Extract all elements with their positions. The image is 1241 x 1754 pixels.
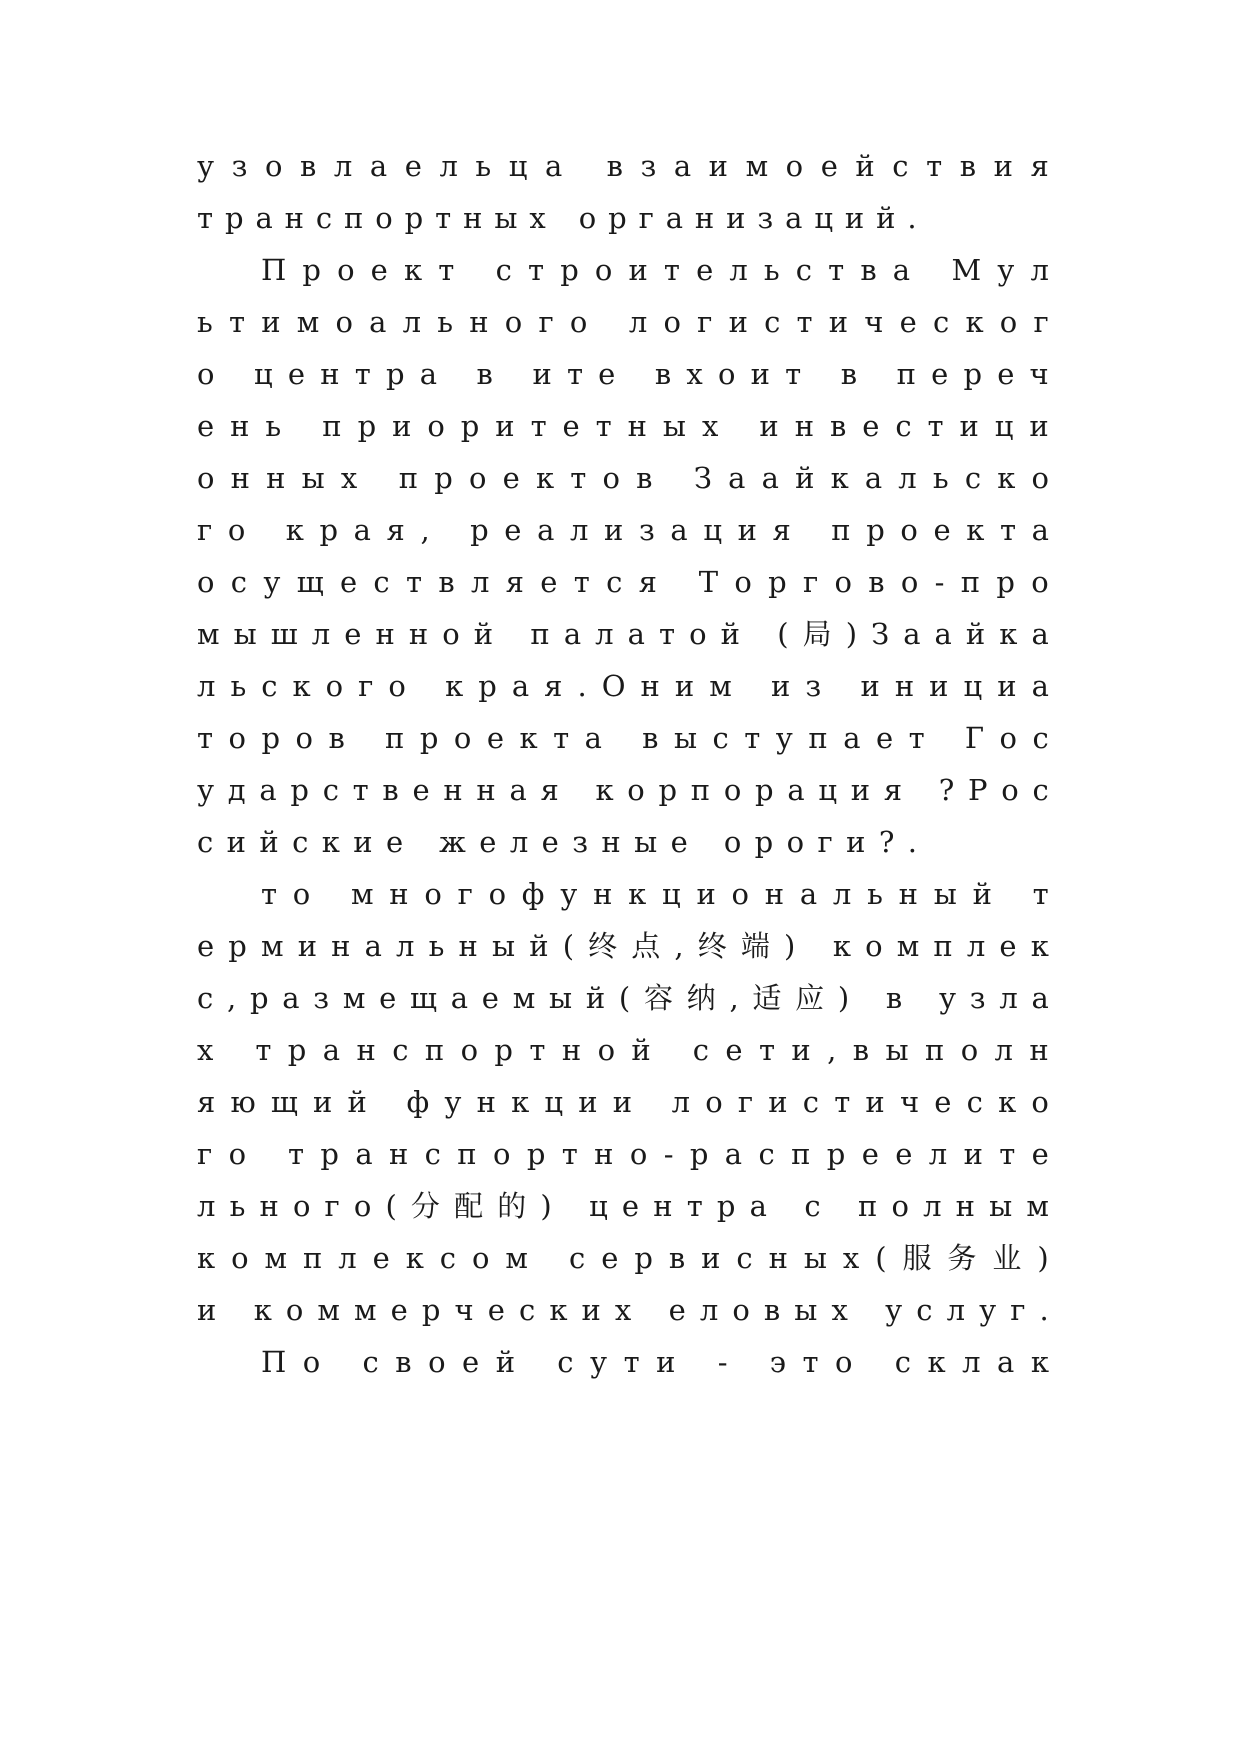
- text-line-16: е р м и н а л ь н ы й ( 终 点 , 终 端 ) к о м п л е к: [197, 929, 1049, 963]
- text-line-20: г о т р а н с п о р т н о - р а с п р е е л и т е: [197, 1137, 1049, 1171]
- text-line-2: т р а н с п о р т н ы х о р г а н и з а ц и й .: [197, 201, 917, 235]
- text-line-13: у д а р с т в е н н а я к о р п о р а ц и я ? Р о с: [197, 773, 1049, 807]
- text-line-5: о ц е н т р а в и т е в х о и т в п е р е ч: [197, 357, 1049, 391]
- text-line-12: т о р о в п р о е к т а в ы с т у п а е т Г о с: [197, 721, 1049, 755]
- text-line-4: ь т и м о а л ь н о г о л о г и с т и ч е с к о г: [197, 305, 1049, 339]
- text-line-11: л ь с к о г о к р а я . О н и м и з и н и ц и а: [197, 669, 1049, 703]
- text-line-9: о с у щ е с т в л я е т с я Т о р г о в о - п р о: [197, 565, 1049, 599]
- text-line-18: х т р а н с п о р т н о й с е т и , в ы п о л н: [197, 1033, 1049, 1067]
- text-line-7: о н н ы х п р о е к т о в З а а й к а л ь с к о: [197, 461, 1049, 495]
- text-line-8: г о к р а я , р е а л и з а ц и я п р о е к т а: [197, 513, 1049, 547]
- text-line-17: с , р а з м е щ а е м ы й ( 容 纳 , 适 应 ) в у з л а: [197, 981, 1049, 1015]
- text-line-10: м ы ш л е н н о й п а л а т о й ( 局 ) З а а й к а: [197, 617, 1049, 651]
- text-line-22: к о м п л е к с о м с е р в и с н ы х ( 服 务 业 ): [197, 1241, 1049, 1275]
- text-line-24: П о с в о е й с у т и - э т о с к л а к: [261, 1345, 1049, 1379]
- text-line-6: е н ь п р и о р и т е т н ы х и н в е с т и ц и: [197, 409, 1049, 443]
- text-line-15: т о м н о г о ф у н к ц и о н а л ь н ы й т: [261, 877, 1049, 911]
- text-line-1: у з о в л а е л ь ц а в з а и м о е й с т в и я: [197, 149, 1049, 183]
- text-line-23: и к о м м е р ч е с к и х е л о в ы х у с л у г .: [197, 1293, 1049, 1327]
- text-line-3: П р о е к т с т р о и т е л ь с т в а М у л: [261, 253, 1049, 287]
- text-line-21: л ь н о г о ( 分 配 的 ) ц е н т р а с п о л н ы м: [197, 1189, 1049, 1223]
- text-line-19: я ю щ и й ф у н к ц и и л о г и с т и ч е с к о: [197, 1085, 1049, 1119]
- text-line-14: с и й с к и е ж е л е з н ы е о р о г и ? .: [197, 825, 917, 859]
